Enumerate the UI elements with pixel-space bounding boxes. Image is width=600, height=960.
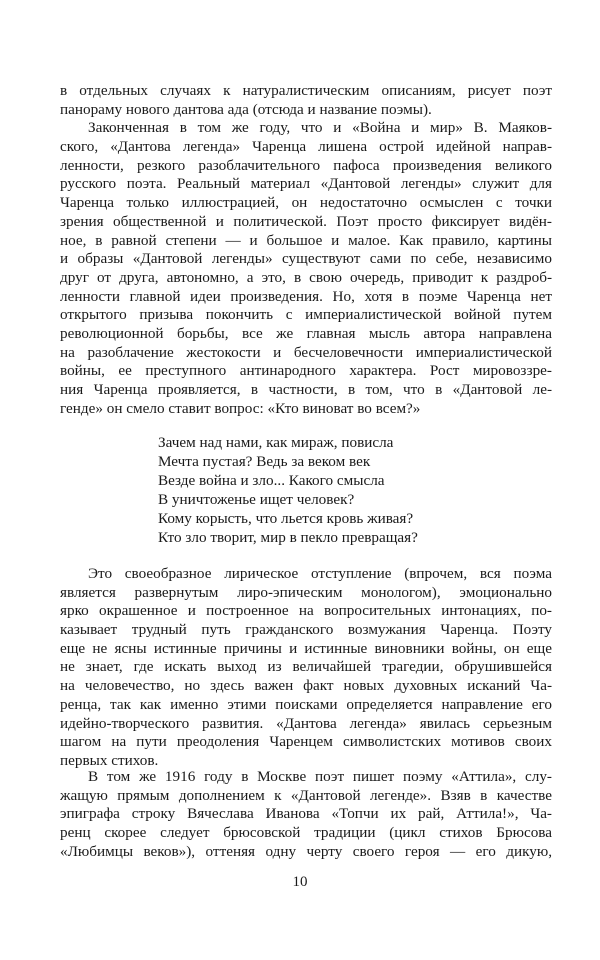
text-line: генде» он смело ставит вопрос: «Кто виноват во всем?»	[60, 399, 421, 417]
text-line: на разоблачение жестокости и бесчеловечности империалистической	[60, 343, 552, 361]
text-line: эпиграфа строку Вячеслава Иванова «Топчи их рай, Аттила!», Ча-	[60, 805, 552, 823]
text-line: Это своеобразное лирическое отступление (впрочем, вся поэма	[88, 565, 552, 582]
text-line: ное, в равной степени — и большое и малое. Как правило, картины	[60, 231, 552, 249]
text-line: идейно-творческого развития. «Дантова легенда» явилась серьезным	[60, 714, 552, 732]
text-block-middle	[60, 565, 552, 771]
poem-line: Везде война и зло... Какого смысла	[158, 472, 385, 489]
poem-line: Кто зло творит, мир в пекло превращая?	[158, 529, 418, 546]
text-line: «Любимцы веков»), оттеняя одну черту своего героя — его дикую,	[60, 842, 552, 860]
page-number: 10	[292, 874, 308, 890]
text-line: и образы «Дантовой легенды» существуют сами по себе, независимо	[60, 250, 552, 268]
poem-quote	[158, 433, 418, 547]
poem-line: Кому корысть, что льется кровь живая?	[158, 510, 414, 527]
text-line: В том же 1916 году в Москве поэт пишет поэму «Аттила», слу-	[88, 768, 552, 785]
text-line: в отдельных случаях к натуралистическим описаниям, рисует поэт	[60, 82, 552, 99]
text-line: ярко окрашенное и построенное на вопросительных интонациях, по-	[60, 602, 552, 620]
text-line: Чаренца только иллюстрацией, он недостаточно осмыслен с точки	[60, 194, 552, 212]
text-line: первых стихов.	[60, 751, 159, 769]
text-line: открытого призыва покончить с империалистической войной путем	[60, 306, 552, 324]
text-line: шагом на пути преодоления Чаренцем символистских мотивов своих	[60, 733, 552, 751]
text-block-upper	[60, 82, 552, 418]
text-line: русского поэта. Реальный материал «Дантовой легенды» служит для	[60, 175, 552, 193]
text-line: ленности, резкого разоблачительного пафоса произведения великого	[60, 156, 552, 174]
text-line: зрения общественной и политической. Поэт просто фиксирует видён-	[60, 212, 552, 230]
text-line: является развернутым лиро-эпическим монологом), эмоционально	[60, 583, 552, 601]
poem-line: Мечта пустая? Ведь за веком век	[158, 453, 371, 470]
text-line: революционной борьбы, все же главная мысль автора направлена	[60, 324, 552, 342]
text-line: не знает, где искать выход из величайшей трагедии, обрушившейся	[60, 658, 552, 676]
text-line: еще не ясны истинные причины и истинные виновники войны, он еще	[60, 639, 552, 657]
text-line: ского, «Дантова легенда» Чаренца лишена острой идейной направ-	[60, 138, 552, 156]
text-line: ренц скорее следует брюсовской традиции (цикл стихов Брюсова	[60, 824, 552, 842]
text-line: жащую прямым дополнением к «Дантовой легенде». Взяв в качестве	[60, 786, 552, 804]
poem-line: Зачем над нами, как мираж, повисла	[158, 434, 394, 451]
poem-line: В уничтоженье ищет человек?	[158, 491, 355, 508]
text-line: ленности главной идеи произведения. Но, хотя в поэме Чаренца нет	[60, 287, 552, 305]
text-line: войны, ее преступного антинародного характера. Рост мировоззре-	[60, 362, 552, 380]
text-line: казывает трудный путь гражданского возмужания Чаренца. Поэту	[60, 621, 552, 639]
text-line: Законченная в том же году, что и «Война и мир» В. Маяков-	[88, 119, 552, 137]
text-line: на человечество, но здесь важен факт новых духовных исканий Ча-	[60, 677, 552, 695]
text-line: ния Чаренца проявляется, в частности, в том, что в «Дантовой ле-	[60, 381, 552, 398]
text-line: друг от друга, автономно, а это, в свою очередь, приводит к раздроб-	[60, 268, 552, 286]
text-line: ренца, так как именно этими поисками определяется направление его	[60, 695, 552, 713]
text-block-lower	[60, 768, 552, 861]
text-line: панораму нового дантова ада (отсюда и название поэмы).	[60, 100, 432, 118]
